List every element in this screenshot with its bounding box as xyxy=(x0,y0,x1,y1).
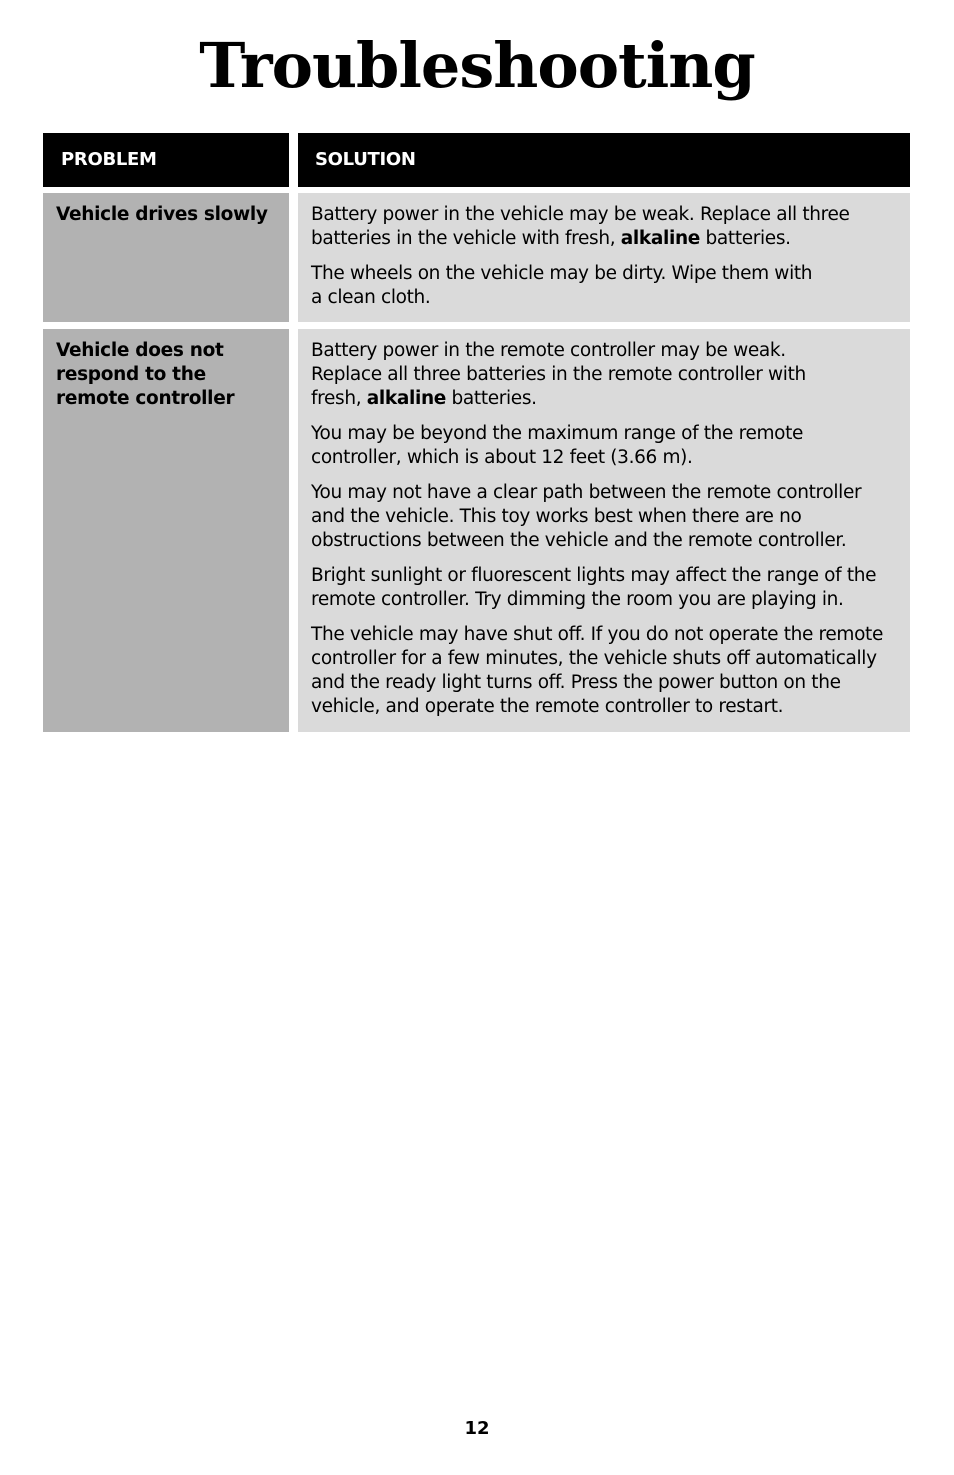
solution-emphasis: alkaline xyxy=(366,388,446,409)
solution-paragraph xyxy=(311,623,900,719)
solution-text: Battery power in the remote controller may be weak. Replace all three batteries in the remote controller with fresh, xyxy=(311,340,806,409)
solution-paragraph xyxy=(311,203,900,251)
problem-text: Vehicle drives slowly xyxy=(56,204,268,225)
solution-paragraph xyxy=(311,339,900,411)
solution-text: You may not have a clear path between the remote controller and the vehicle. This toy works best when there are no obstructions between the vehicle and the remote controller. xyxy=(311,482,862,551)
solution-text: You may be beyond the maximum range of the remote controller, which is about 12 feet (3.66 m). xyxy=(311,423,804,468)
page-title: Troubleshooting xyxy=(199,29,755,102)
solution-cell xyxy=(298,329,910,732)
solution-text: Bright sunlight or fluorescent lights may affect the range of the remote controller. Try dimming the room you are playing in. xyxy=(311,565,877,610)
page-number: 12 xyxy=(464,1418,490,1439)
solution-cell xyxy=(298,193,910,322)
problem-cell xyxy=(43,329,289,732)
solution-text: batteries. xyxy=(700,228,791,249)
problem-cell xyxy=(43,193,289,322)
solution-text: The vehicle may have shut off. If you do not operate the remote controller for a few minutes, the vehicle shuts off automatically and the ready light turns off. Press the power button on the vehicle, and operate the remote controller to restart. xyxy=(311,624,883,717)
solution-text: batteries. xyxy=(446,388,537,409)
solution-text: Battery power in the vehicle may be weak. Replace all three batteries in the vehicle with fresh, xyxy=(311,204,850,249)
solution-column-header: SOLUTION xyxy=(298,133,910,187)
solution-paragraph xyxy=(311,564,900,612)
solution-paragraph xyxy=(311,422,900,470)
solution-emphasis: alkaline xyxy=(620,228,700,249)
problem-text: Vehicle does not respond to the remote controller xyxy=(56,340,235,409)
solution-paragraph xyxy=(311,481,900,553)
solution-paragraph xyxy=(311,262,900,310)
solution-text: The wheels on the vehicle may be dirty. Wipe them with a clean cloth. xyxy=(311,263,813,308)
problem-column-header: PROBLEM xyxy=(43,133,289,187)
